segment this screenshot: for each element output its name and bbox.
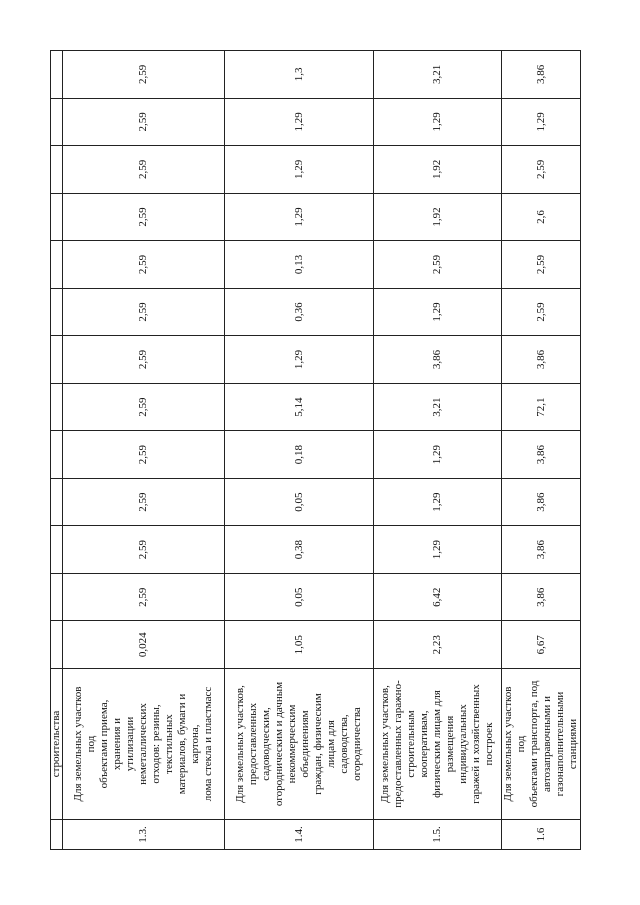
table-cell-value: 2,6 [502,193,581,241]
table-cell-value: 2,59 [502,288,581,336]
table-cell-value: 3,86 [502,573,581,621]
row-number: 1.4. [225,820,374,850]
description-line: объектами транспорта, под [528,680,540,808]
description-line: станциями [567,718,579,770]
table-cell-value: 3,86 [502,478,581,526]
table-cell-value: 2,59 [63,573,225,621]
table-cell-value: 3,21 [374,51,502,99]
continued-label: строительства [51,669,63,820]
table-cell-value: 3,86 [502,336,581,384]
description-line: огородничества [351,707,363,781]
description-line: объектами приема, [98,699,110,789]
table-cell-value: 2,59 [63,241,225,289]
table-cell-value: 1,29 [225,98,374,146]
table-cell-value: 0,024 [63,621,225,669]
rotated-table-container [50,50,579,850]
description-line: автозаправочными и [541,696,553,792]
table-cell-value: 2,59 [63,431,225,479]
table-cell-value: 2,59 [63,336,225,384]
table-cell-value: 1,29 [374,526,502,574]
description-line: размещения [444,715,456,773]
table-cell-num [51,820,63,850]
table-cell-value: 3,86 [502,431,581,479]
description-line: строительным [405,710,417,778]
description-line: Для земельных участков [72,686,84,802]
description-line: садоводства, [338,714,350,774]
table-cell-value: 3,86 [374,336,502,384]
row-number: 1.5. [374,820,502,850]
description-line: Для земельных участков, [234,685,246,803]
description-line: огородническим и дачным [273,681,285,807]
description-line: лицам для [325,720,337,769]
table-cell-value: 2,59 [374,241,502,289]
table-cell-value: 2,23 [374,621,502,669]
table-cell-value: 1,92 [374,193,502,241]
table-cell-value: 2,59 [63,526,225,574]
description-line: под [85,735,97,753]
table-cell-value: 0,38 [225,526,374,574]
description-line: утилизации [124,716,136,772]
table-cell-value: 5,14 [225,383,374,431]
table-cell-value: 1,29 [225,193,374,241]
table-cell-value: 3,21 [374,383,502,431]
row-description [374,669,502,820]
description-line: лома стекла и пластмасс [202,686,214,802]
row-number: 1.3. [63,820,225,850]
description-line: объединениям [299,710,311,778]
table-cell-value: 1,3 [225,51,374,99]
table-cell-value: 0,36 [225,288,374,336]
description-line: Для земельных участков [502,686,514,802]
table-cell-value: 2,59 [502,241,581,289]
description-line: Для земельных участков, [379,685,391,803]
description-line: газонаполнительными [554,691,566,797]
table-cell-value: 3,86 [502,51,581,99]
description-line: индивидуальных [457,704,469,784]
description-line: гаражей и хозяйственных [470,684,482,804]
table-cell-value: 1,29 [374,478,502,526]
description-line: хранения и [111,717,123,771]
table-cell-value: 0,13 [225,241,374,289]
row-description [63,669,225,820]
description-line: текстильных [163,714,175,774]
table-cell-value: 2,59 [63,288,225,336]
description-line: картона, [189,724,201,764]
description-line: кооперативам, [418,710,430,778]
row-description [502,669,581,820]
table-cell-value: 2,59 [63,478,225,526]
table-cell-value: 1,29 [225,146,374,194]
table-cell-value: 0,18 [225,431,374,479]
description-line: садоводческим, [260,707,272,781]
table-row [374,51,502,850]
description-line: построек [483,722,495,766]
table-cell-value: 1,29 [225,336,374,384]
table-row-continued [51,51,63,850]
description-line: предоставленных гаражно- [392,680,404,808]
description-line: материалов, бумаги и [176,693,188,795]
row-number: 1.6 [502,820,581,850]
description-line: под [515,735,527,753]
table-cell-value: 72,1 [502,383,581,431]
table-cell-value: 2,59 [63,146,225,194]
table-cell-value: 2,59 [63,193,225,241]
table-cell-value: 1,29 [374,98,502,146]
description-line: предоставленных [247,702,259,786]
table-cell-value: 2,59 [63,51,225,99]
row-description [225,669,374,820]
description-line: некоммерческим [286,704,298,784]
description-line: неметаллических [137,703,149,785]
table-cell-value: 1,92 [374,146,502,194]
table-cell-value: 2,59 [502,146,581,194]
table-cell-value: 1,05 [225,621,374,669]
table-cell-value: 1,29 [502,98,581,146]
table-cell-value: 6,42 [374,573,502,621]
table-cell-value: 3,86 [502,526,581,574]
table-row [502,51,581,850]
table-cell-value: 1,29 [374,288,502,336]
description-line: граждан, физическим [312,693,324,795]
table-cell-value: 2,59 [63,98,225,146]
description-line: физическим лицам для [431,690,443,798]
table-cell-value: 2,59 [63,383,225,431]
table-cell-value: 0,05 [225,573,374,621]
description-line: отходов: резины, [150,704,162,784]
table-cell-value: 0,05 [225,478,374,526]
table-cell-value: 6,67 [502,621,581,669]
table-cell-value: 1,29 [374,431,502,479]
table-row [225,51,374,850]
table-row [63,51,225,850]
coefficients-table [50,50,581,850]
